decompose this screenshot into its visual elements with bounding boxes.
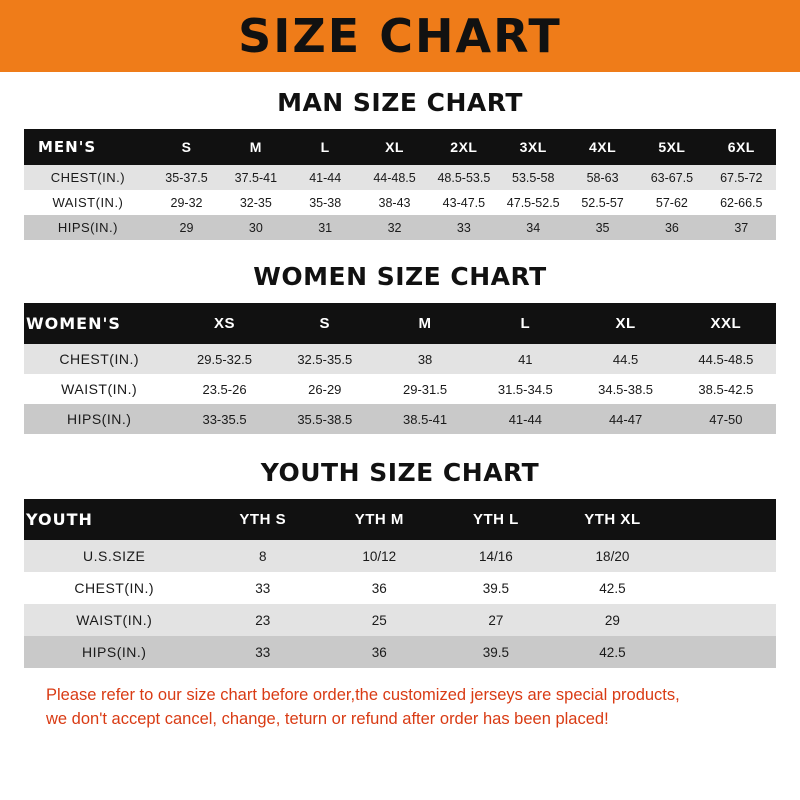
women-row-0-label: CHEST(IN.) (59, 351, 140, 367)
youth-row-2-cell-2: 27 (488, 612, 504, 628)
women-row-1-cell-5: 38.5-42.5 (698, 381, 754, 397)
man-row-2-label: HIPS(IN.) (57, 220, 118, 235)
youth-row-1-cell-3: 42.5 (599, 580, 626, 596)
man-row-2-cell-4: 33 (456, 220, 471, 235)
table-row (24, 572, 776, 604)
man-size-col-7: 5XL (637, 129, 706, 165)
man-row-2-cell-5: 34 (526, 220, 541, 235)
man-row-1-cell-4: 43-47.5 (442, 195, 486, 210)
table-row (24, 215, 776, 240)
man-section-title: MAN SIZE CHART (277, 88, 523, 117)
youth-row-2-cell-spacer (671, 604, 776, 636)
youth-size-col-3: YTH XL (554, 499, 671, 540)
man-row-0-cell-7: 63-67.5 (650, 170, 694, 185)
women-row-1-cell-2: 29-31.5 (403, 381, 448, 397)
header-right-accent (770, 0, 800, 72)
youth-row-0-cell-2: 14/16 (478, 548, 513, 564)
youth-row-1-cell-1: 36 (371, 580, 387, 596)
youth-row-0-cell-0: 8 (258, 548, 267, 564)
man-row-2-cell-6: 35 (595, 220, 610, 235)
youth-row-0-cell-3: 18/20 (595, 548, 630, 564)
order-notice-line-1: Please refer to our size chart before order,the customized jerseys are special products, (46, 686, 680, 704)
women-size-col-4: XL (575, 303, 675, 344)
man-size-col-1: M (221, 129, 290, 165)
youth-row-3-cell-1: 36 (371, 644, 387, 660)
women-row-1-cell-3: 31.5-34.5 (497, 381, 553, 397)
youth-header-label: YOUTH (24, 499, 204, 540)
women-row-0-cell-5: 44.5-48.5 (698, 351, 754, 367)
women-size-col-5: XXL (676, 303, 776, 344)
women-row-0-cell-3: 41 (518, 351, 533, 367)
women-size-col-2: M (375, 303, 475, 344)
youth-size-col-0: YTH S (204, 499, 321, 540)
youth-row-3-cell-2: 39.5 (482, 644, 510, 660)
women-size-col-0: XS (174, 303, 274, 344)
table-row (24, 604, 776, 636)
youth-row-2-cell-3: 29 (604, 612, 620, 628)
women-row-0-cell-1: 32.5-35.5 (297, 351, 353, 367)
youth-table-head (24, 499, 776, 540)
table-row (24, 190, 776, 215)
header-band (0, 0, 800, 72)
man-row-1-cell-5: 47.5-52.5 (506, 195, 560, 210)
order-notice (24, 684, 776, 732)
man-size-col-5: 3XL (499, 129, 568, 165)
women-table-body (24, 344, 776, 434)
women-row-2-cell-3: 41-44 (508, 411, 542, 427)
table-row (24, 404, 776, 434)
man-size-col-6: 4XL (568, 129, 637, 165)
youth-size-col-2: YTH L (438, 499, 555, 540)
man-row-0-cell-2: 41-44 (309, 170, 342, 185)
youth-size-table (24, 499, 776, 668)
women-row-2-cell-5: 47-50 (709, 411, 743, 427)
table-row (24, 540, 776, 572)
man-row-2-cell-0: 29 (179, 220, 194, 235)
man-table-body (24, 165, 776, 240)
man-row-0-cell-4: 48.5-53.5 (437, 170, 491, 185)
youth-row-2-label: WAIST(IN.) (76, 612, 153, 628)
man-row-0-cell-1: 37.5-41 (234, 170, 278, 185)
women-row-2-label: HIPS(IN.) (67, 411, 132, 427)
women-row-0-cell-4: 44.5 (612, 351, 639, 367)
table-row (24, 165, 776, 190)
youth-row-3-cell-spacer (671, 636, 776, 668)
women-row-1-cell-1: 26-29 (308, 381, 342, 397)
man-row-1-cell-3: 38-43 (378, 195, 411, 210)
man-size-col-4: 2XL (429, 129, 498, 165)
man-row-2-cell-2: 31 (318, 220, 333, 235)
man-table-head (24, 129, 776, 165)
youth-row-0-cell-spacer (671, 540, 776, 572)
man-row-1-label: WAIST(IN.) (52, 195, 124, 210)
page-title: SIZE CHART (238, 9, 562, 63)
youth-row-1-cell-spacer (671, 572, 776, 604)
women-size-table (24, 303, 776, 434)
women-row-1-label: WAIST(IN.) (61, 381, 138, 397)
man-row-0-cell-8: 67.5-72 (720, 170, 763, 185)
women-table-head (24, 303, 776, 344)
order-notice-line-2: we don't accept cancel, change, teturn or refund after order has been placed! (46, 709, 609, 728)
man-size-col-8: 6XL (707, 129, 776, 165)
man-header-label: MEN'S (24, 129, 152, 165)
youth-size-col-1: YTH M (321, 499, 438, 540)
youth-row-3-cell-0: 33 (255, 644, 271, 660)
youth-section-title: YOUTH SIZE CHART (260, 458, 540, 487)
man-row-1-cell-1: 32-35 (239, 195, 272, 210)
youth-row-0-label: U.S.SIZE (83, 548, 146, 564)
man-row-2-cell-1: 30 (248, 220, 263, 235)
man-row-0-cell-3: 44-48.5 (373, 170, 416, 185)
man-row-1-cell-7: 57-62 (655, 195, 688, 210)
women-row-0-cell-2: 38 (417, 351, 433, 367)
women-row-2-cell-0: 33-35.5 (202, 411, 247, 427)
table-row (24, 636, 776, 668)
youth-row-3-cell-3: 42.5 (599, 644, 626, 660)
youth-row-3-label: HIPS(IN.) (82, 644, 147, 660)
man-row-0-cell-0: 35-37.5 (165, 170, 208, 185)
man-row-1-cell-2: 35-38 (309, 195, 342, 210)
man-row-0-cell-5: 53.5-58 (512, 170, 555, 185)
header-left-accent (0, 0, 30, 72)
women-size-col-1: S (275, 303, 375, 344)
youth-row-1-cell-2: 39.5 (482, 580, 510, 596)
women-row-0-cell-0: 29.5-32.5 (197, 351, 252, 367)
youth-row-0-cell-1: 10/12 (362, 548, 397, 564)
man-row-2-cell-3: 32 (387, 220, 402, 235)
table-row (24, 344, 776, 374)
women-row-2-cell-2: 38.5-41 (403, 411, 448, 427)
youth-row-1-label: CHEST(IN.) (74, 580, 155, 596)
table-header-row (24, 499, 776, 540)
table-header-row (24, 129, 776, 165)
content-area (0, 88, 800, 732)
man-row-1-cell-8: 62-66.5 (720, 195, 763, 210)
man-row-1-cell-0: 29-32 (170, 195, 203, 210)
man-row-1-cell-6: 52.5-57 (581, 195, 624, 210)
man-size-col-0: S (152, 129, 221, 165)
man-size-col-2: L (291, 129, 360, 165)
youth-row-2-cell-0: 23 (255, 612, 271, 628)
youth-table-body (24, 540, 776, 668)
women-row-2-cell-4: 44-47 (608, 411, 643, 427)
table-row (24, 374, 776, 404)
women-size-col-3: L (475, 303, 575, 344)
women-row-1-cell-0: 23.5-26 (202, 381, 247, 397)
man-row-2-cell-7: 36 (664, 220, 679, 235)
youth-row-1-cell-0: 33 (255, 580, 271, 596)
man-size-col-3: XL (360, 129, 429, 165)
man-size-table (24, 129, 776, 240)
women-section-title: WOMEN SIZE CHART (253, 262, 547, 291)
man-row-0-cell-6: 58-63 (586, 170, 619, 185)
youth-size-col-spacer (671, 499, 776, 540)
women-row-1-cell-4: 34.5-38.5 (598, 381, 654, 397)
table-header-row (24, 303, 776, 344)
man-row-0-label: CHEST(IN.) (50, 170, 126, 185)
youth-row-2-cell-1: 25 (371, 612, 387, 628)
women-row-2-cell-1: 35.5-38.5 (297, 411, 353, 427)
man-row-2-cell-8: 37 (734, 220, 749, 235)
women-header-label: WOMEN'S (24, 303, 174, 344)
